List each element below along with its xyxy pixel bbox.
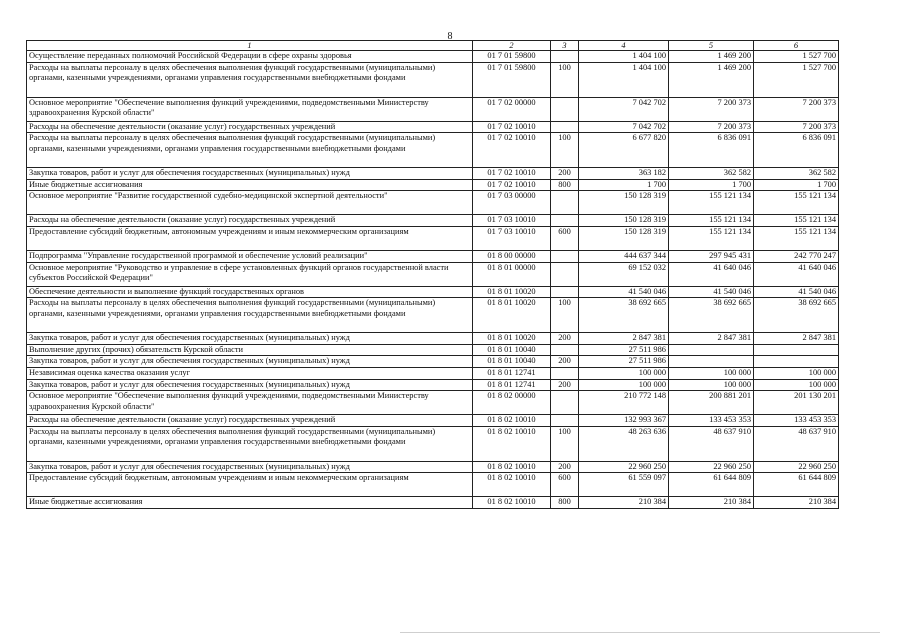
- row-expense-type: 100: [551, 298, 579, 333]
- row-code: 01 8 01 00000: [473, 262, 551, 286]
- row-value-col6: 38 692 665: [754, 298, 839, 333]
- table-row: [27, 379, 839, 391]
- row-code: 01 8 00 00000: [473, 250, 551, 262]
- row-expense-type: 100: [551, 426, 579, 461]
- column-header: 4: [579, 41, 669, 51]
- row-name: Закупка товаров, работ и услуг для обеспечения государственных (муниципальных) нужд: [27, 168, 473, 180]
- column-header: 2: [473, 41, 551, 51]
- row-name: Основное мероприятие "Обеспечение выполнения функций учреждениями, подведомственными Министерству здравоохранения Курской области": [27, 391, 473, 415]
- row-value-col4: 27 511 986: [579, 344, 669, 356]
- row-expense-type: [551, 415, 579, 427]
- column-header: 6: [754, 41, 839, 51]
- table-row: [27, 356, 839, 368]
- table-body: [27, 51, 839, 509]
- row-code: 01 7 03 10010: [473, 226, 551, 250]
- table-row: [27, 391, 839, 415]
- row-value-col5: 362 582: [669, 168, 754, 180]
- row-name: Независимая оценка качества оказания услуг: [27, 367, 473, 379]
- table-row: [27, 179, 839, 191]
- row-value-col6: 41 640 046: [754, 262, 839, 286]
- row-name: Основное мероприятие "Руководство и управление в сфере установленных функций органов государственной власти субъектов Российской Федерации": [27, 262, 473, 286]
- row-value-col5: 22 960 250: [669, 461, 754, 473]
- row-code: 01 8 02 10010: [473, 426, 551, 461]
- row-value-col6: [754, 344, 839, 356]
- row-value-col5: 100 000: [669, 379, 754, 391]
- row-expense-type: [551, 250, 579, 262]
- row-value-col4: 132 993 367: [579, 415, 669, 427]
- row-value-col4: 22 960 250: [579, 461, 669, 473]
- row-value-col4: 38 692 665: [579, 298, 669, 333]
- row-value-col6: 155 121 134: [754, 226, 839, 250]
- table-row: [27, 286, 839, 298]
- row-name: Расходы на обеспечение деятельности (оказание услуг) государственных учреждений: [27, 415, 473, 427]
- row-value-col5: 7 200 373: [669, 121, 754, 133]
- row-expense-type: 200: [551, 356, 579, 368]
- row-value-col4: 150 128 319: [579, 226, 669, 250]
- row-expense-type: 600: [551, 473, 579, 497]
- row-value-col4: 69 152 032: [579, 262, 669, 286]
- row-expense-type: [551, 215, 579, 227]
- row-value-col6: 155 121 134: [754, 191, 839, 215]
- row-name: Основное мероприятие "Развитие государственной судебно-медицинской экспертной деятельности": [27, 191, 473, 215]
- row-code: 01 8 01 12741: [473, 367, 551, 379]
- row-value-col4: 27 511 986: [579, 356, 669, 368]
- row-value-col6: 1 527 700: [754, 51, 839, 63]
- row-expense-type: [551, 97, 579, 121]
- row-value-col5: 210 384: [669, 497, 754, 509]
- table-row: [27, 262, 839, 286]
- row-value-col5: 7 200 373: [669, 97, 754, 121]
- row-expense-type: [551, 121, 579, 133]
- row-expense-type: 100: [551, 62, 579, 97]
- row-value-col5: 155 121 134: [669, 215, 754, 227]
- row-value-col4: 7 042 702: [579, 97, 669, 121]
- row-value-col6: 48 637 910: [754, 426, 839, 461]
- row-name: Расходы на выплаты персоналу в целях обеспечения выполнения функций государственными (муниципальными) органами, казенными учреждениями, органами управления государственными внебюджетными фондами: [27, 426, 473, 461]
- row-value-col4: 210 384: [579, 497, 669, 509]
- row-value-col4: 210 772 148: [579, 391, 669, 415]
- row-name: Иные бюджетные ассигнования: [27, 497, 473, 509]
- column-header: 5: [669, 41, 754, 51]
- row-expense-type: [551, 51, 579, 63]
- row-value-col6: 1 700: [754, 179, 839, 191]
- row-value-col4: 150 128 319: [579, 191, 669, 215]
- table-row: [27, 133, 839, 168]
- row-value-col6: 1 527 700: [754, 62, 839, 97]
- row-value-col6: 6 836 091: [754, 133, 839, 168]
- column-header: 1: [27, 41, 473, 51]
- row-value-col5: 100 000: [669, 367, 754, 379]
- row-value-col6: 242 770 247: [754, 250, 839, 262]
- row-value-col6: 210 384: [754, 497, 839, 509]
- budget-table: [26, 40, 839, 509]
- row-expense-type: 200: [551, 333, 579, 345]
- page-number: 8: [447, 31, 453, 42]
- table-row: [27, 298, 839, 333]
- row-value-col6: 7 200 373: [754, 97, 839, 121]
- table-header-row: [27, 41, 839, 51]
- row-value-col5: 1 700: [669, 179, 754, 191]
- table-row: [27, 497, 839, 509]
- row-code: 01 8 01 12741: [473, 379, 551, 391]
- row-code: 01 8 02 10010: [473, 461, 551, 473]
- row-name: Закупка товаров, работ и услуг для обеспечения государственных (муниципальных) нужд: [27, 356, 473, 368]
- table-row: [27, 121, 839, 133]
- row-expense-type: [551, 191, 579, 215]
- row-expense-type: 200: [551, 379, 579, 391]
- row-value-col6: 362 582: [754, 168, 839, 180]
- row-value-col4: 363 182: [579, 168, 669, 180]
- table-row: [27, 415, 839, 427]
- row-name: Выполнение других (прочих) обязательств Курской области: [27, 344, 473, 356]
- row-expense-type: [551, 286, 579, 298]
- row-value-col5: 1 469 200: [669, 62, 754, 97]
- row-expense-type: [551, 367, 579, 379]
- row-value-col6: 155 121 134: [754, 215, 839, 227]
- row-name: Предоставление субсидий бюджетным, автономным учреждениям и иным некоммерческим организациям: [27, 226, 473, 250]
- row-value-col4: 150 128 319: [579, 215, 669, 227]
- row-value-col5: 1 469 200: [669, 51, 754, 63]
- row-code: 01 8 02 10010: [473, 415, 551, 427]
- row-value-col4: 7 042 702: [579, 121, 669, 133]
- row-code: 01 8 01 10020: [473, 298, 551, 333]
- row-value-col4: 1 404 100: [579, 62, 669, 97]
- table-row: [27, 62, 839, 97]
- row-name: Расходы на выплаты персоналу в целях обеспечения выполнения функций государственными (муниципальными) органами, казенными учреждениями, органами управления государственными внебюджетными фондами: [27, 133, 473, 168]
- row-value-col5: 155 121 134: [669, 191, 754, 215]
- row-expense-type: [551, 344, 579, 356]
- row-name: Расходы на выплаты персоналу в целях обеспечения выполнения функций государственными (муниципальными) органами, казенными учреждениями, органами управления государственными внебюджетными фондами: [27, 62, 473, 97]
- row-value-col5: 297 945 431: [669, 250, 754, 262]
- table-row: [27, 215, 839, 227]
- row-value-col6: 61 644 809: [754, 473, 839, 497]
- row-value-col5: [669, 344, 754, 356]
- row-value-col6: [754, 356, 839, 368]
- table-row: [27, 333, 839, 345]
- row-value-col4: 2 847 381: [579, 333, 669, 345]
- table-row: [27, 191, 839, 215]
- row-code: 01 8 02 00000: [473, 391, 551, 415]
- row-expense-type: 200: [551, 461, 579, 473]
- row-name: Обеспечение деятельности и выполнение функций государственных органов: [27, 286, 473, 298]
- row-value-col4: 6 677 820: [579, 133, 669, 168]
- row-expense-type: 100: [551, 133, 579, 168]
- scan-edge-line: [400, 632, 880, 633]
- row-value-col4: 1 404 100: [579, 51, 669, 63]
- row-name: Расходы на выплаты персоналу в целях обеспечения выполнения функций государственными (муниципальными) органами, казенными учреждениями, органами управления государственными внебюджетными фондами: [27, 298, 473, 333]
- row-name: Предоставление субсидий бюджетным, автономным учреждениям и иным некоммерческим организациям: [27, 473, 473, 497]
- row-value-col5: 133 453 353: [669, 415, 754, 427]
- row-code: 01 7 02 10010: [473, 133, 551, 168]
- row-expense-type: [551, 262, 579, 286]
- row-value-col5: 61 644 809: [669, 473, 754, 497]
- row-value-col6: 133 453 353: [754, 415, 839, 427]
- table-row: [27, 168, 839, 180]
- table-row: [27, 426, 839, 461]
- table-row: [27, 473, 839, 497]
- row-value-col4: 61 559 097: [579, 473, 669, 497]
- row-value-col4: 100 000: [579, 367, 669, 379]
- table-row: [27, 367, 839, 379]
- row-value-col4: 41 540 046: [579, 286, 669, 298]
- row-value-col4: 1 700: [579, 179, 669, 191]
- row-value-col5: 41 640 046: [669, 262, 754, 286]
- row-name: Иные бюджетные ассигнования: [27, 179, 473, 191]
- row-code: 01 8 02 10010: [473, 497, 551, 509]
- row-code: 01 8 02 10010: [473, 473, 551, 497]
- row-code: 01 7 01 59800: [473, 51, 551, 63]
- row-name: Закупка товаров, работ и услуг для обеспечения государственных (муниципальных) нужд: [27, 461, 473, 473]
- row-value-col5: 2 847 381: [669, 333, 754, 345]
- row-value-col4: 444 637 344: [579, 250, 669, 262]
- row-value-col5: 6 836 091: [669, 133, 754, 168]
- row-code: 01 7 01 59800: [473, 62, 551, 97]
- row-code: 01 7 02 00000: [473, 97, 551, 121]
- row-code: 01 7 02 10010: [473, 179, 551, 191]
- row-code: 01 8 01 10040: [473, 344, 551, 356]
- row-expense-type: [551, 391, 579, 415]
- row-value-col6: 100 000: [754, 379, 839, 391]
- row-value-col6: 7 200 373: [754, 121, 839, 133]
- row-name: Расходы на обеспечение деятельности (оказание услуг) государственных учреждений: [27, 121, 473, 133]
- row-value-col5: [669, 356, 754, 368]
- row-code: 01 7 02 10010: [473, 121, 551, 133]
- row-expense-type: 200: [551, 168, 579, 180]
- table-row: [27, 51, 839, 63]
- row-name: Закупка товаров, работ и услуг для обеспечения государственных (муниципальных) нужд: [27, 379, 473, 391]
- row-value-col6: 100 000: [754, 367, 839, 379]
- row-expense-type: 600: [551, 226, 579, 250]
- row-code: 01 7 02 10010: [473, 168, 551, 180]
- row-code: 01 8 01 10020: [473, 286, 551, 298]
- row-name: Основное мероприятие "Обеспечение выполнения функций учреждениями, подведомственными Министерству здравоохранения Курской области": [27, 97, 473, 121]
- table-row: [27, 250, 839, 262]
- table-row: [27, 344, 839, 356]
- table-row: [27, 461, 839, 473]
- row-name: Осуществление переданных полномочий Российской Федерации в сфере охраны здоровья: [27, 51, 473, 63]
- row-value-col5: 48 637 910: [669, 426, 754, 461]
- row-value-col4: 100 000: [579, 379, 669, 391]
- row-code: 01 7 03 00000: [473, 191, 551, 215]
- row-code: 01 8 01 10020: [473, 333, 551, 345]
- row-name: Подпрограмма "Управление государственной программой и обеспечение условий реализации": [27, 250, 473, 262]
- row-value-col4: 48 263 636: [579, 426, 669, 461]
- table-row: [27, 97, 839, 121]
- row-value-col6: 22 960 250: [754, 461, 839, 473]
- row-value-col6: 2 847 381: [754, 333, 839, 345]
- row-value-col5: 41 540 046: [669, 286, 754, 298]
- table-row: [27, 226, 839, 250]
- column-header: 3: [551, 41, 579, 51]
- row-expense-type: 800: [551, 179, 579, 191]
- row-value-col5: 155 121 134: [669, 226, 754, 250]
- row-name: Расходы на обеспечение деятельности (оказание услуг) государственных учреждений: [27, 215, 473, 227]
- row-value-col6: 201 130 201: [754, 391, 839, 415]
- row-value-col5: 38 692 665: [669, 298, 754, 333]
- row-value-col5: 200 881 201: [669, 391, 754, 415]
- row-expense-type: 800: [551, 497, 579, 509]
- row-code: 01 8 01 10040: [473, 356, 551, 368]
- row-name: Закупка товаров, работ и услуг для обеспечения государственных (муниципальных) нужд: [27, 333, 473, 345]
- row-code: 01 7 03 10010: [473, 215, 551, 227]
- row-value-col6: 41 540 046: [754, 286, 839, 298]
